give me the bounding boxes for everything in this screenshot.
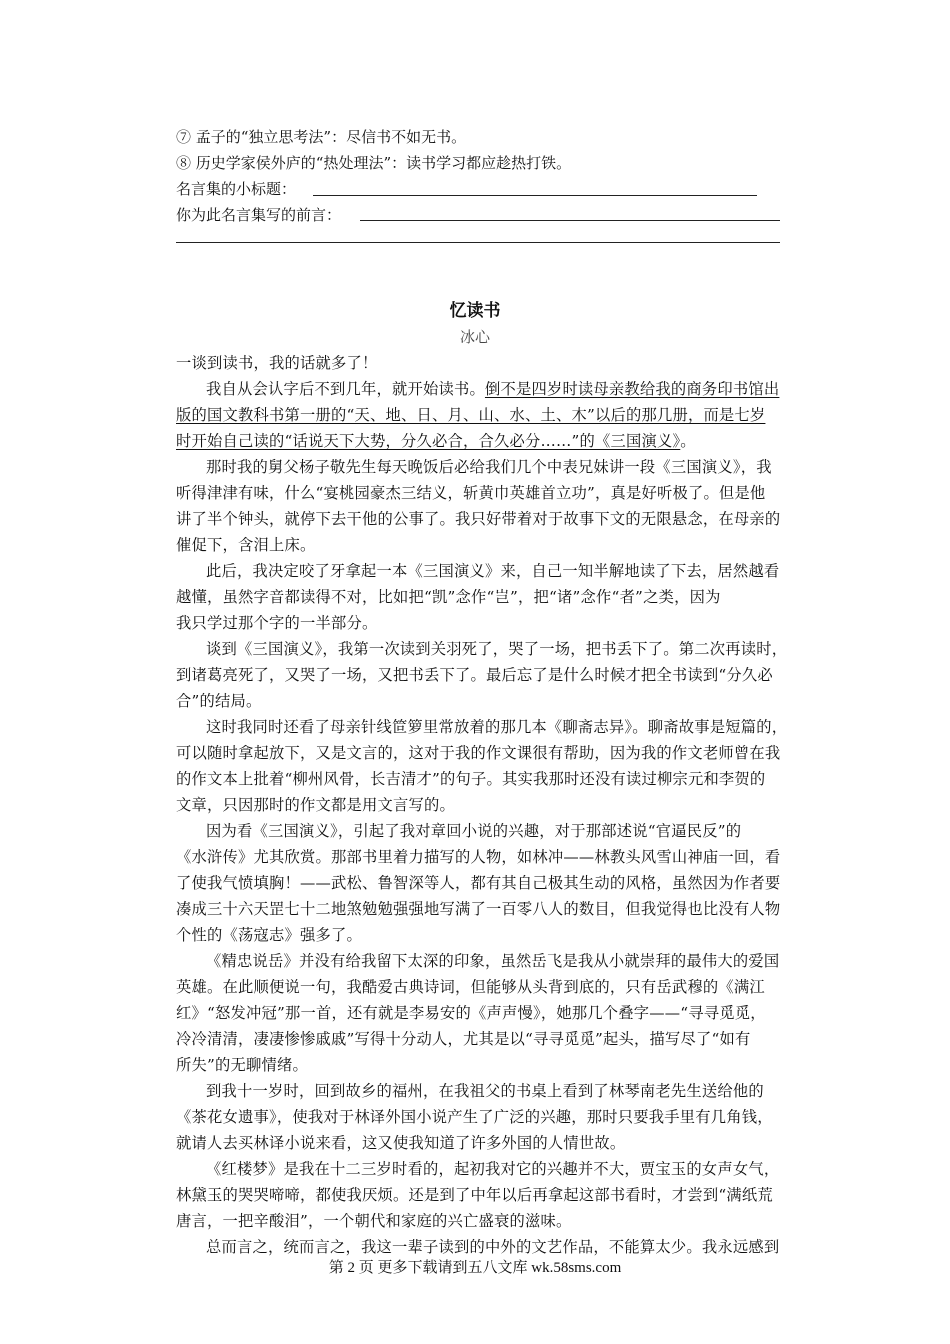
- preface-answer-line-2: [176, 242, 780, 243]
- text-line: 催促下，含泪上床。: [176, 536, 316, 554]
- page-footer: 第 2 页 更多下载请到五八文库 wk.58sms.com: [328, 1260, 622, 1276]
- preface-label: 你为此名言集写的前言：: [176, 206, 342, 224]
- text-line: 总而言之，统而言之，我这一辈子读到的中外的文艺作品，不能算太少。我永远感到: [206, 1238, 780, 1256]
- text-line: 到诸葛亮死了，又哭了一场，又把书丢下了。最后忘了是什么时候才把全书读到“分久必: [176, 666, 773, 684]
- text-line: 那时我的舅父杨子敬先生每天晚饭后必给我们几个中表兄妹讲一段《三国演义》，我: [206, 458, 772, 476]
- text-line: 合”的结局。: [176, 692, 262, 710]
- text-line: 一谈到读书，我的话就多了！: [176, 354, 378, 372]
- text-line: 红》“怒发冲冠”那一首，还有就是李易安的《声声慢》，她那几个叠字——“寻寻觅觅，: [176, 1004, 766, 1022]
- text-line: 个性的《荡寇志》强多了。: [176, 926, 362, 944]
- text-line: 讲了半个钟头，就停下去干他的公事了。我只好带着对于故事下文的无限悬念，在母亲的: [176, 510, 781, 528]
- text-line: 文章，只因那时的作文都是用文言写的。: [176, 796, 455, 814]
- preface-answer-line-1: [360, 220, 780, 221]
- text-line: 谈到《三国演义》，我第一次读到关羽死了，哭了一场，把书丢下了。第二次再读时，: [206, 640, 788, 658]
- subtitle-label: 名言集的小标题：: [176, 180, 297, 198]
- text-line: 凑成三十六天罡七十二地煞勉勉强强地写满了一百零八人的数目，但我觉得也比没有人物: [176, 900, 781, 918]
- subtitle-answer-line: [313, 195, 757, 196]
- article-title: 忆读书: [449, 301, 501, 321]
- underlined-text-line: 版的国文教科书第一册的“天、地、日、月、山、水、土、木”以后的那几册，而是七岁: [176, 406, 766, 424]
- text-line: 听得津津有味，什么“宴桃园豪杰三结义，斩黄巾英雄首立功”，真是好听极了。但是他: [176, 484, 766, 502]
- text-line: 越懂，虽然字音都读得不对，比如把“凯”念作“岂”，把“诸”念作“者”之类，因为: [176, 588, 721, 606]
- text-line: 因为看《三国演义》，引起了我对章回小说的兴趣，对于那部述说“官逼民反”的: [206, 822, 742, 840]
- text-line: 《茶花女遗事》，使我对于林译外国小说产生了广泛的兴趣，那时只要我手里有几角钱，: [176, 1108, 773, 1126]
- text-line: [206, 376, 779, 402]
- article-author: 冰心: [459, 328, 490, 346]
- underlined-text: 时开始自己读的“话说天下大势，分久必合，合久必分……”的《三国演义》: [176, 432, 681, 450]
- text-line: 《水浒传》尤其欣赏。那部书里着力描写的人物，如林冲——林教头风雪山神庙一回，看: [176, 848, 781, 866]
- period: 。: [680, 432, 696, 450]
- text-line: 这时我同时还看了母亲针线笸箩里常放着的那几本《聊斋志异》。聊斋故事是短篇的，: [206, 718, 788, 736]
- text-line: [176, 428, 696, 454]
- text-line: 《精忠说岳》并没有给我留下太深的印象，虽然岳飞是我从小就崇拜的最伟大的爱国: [206, 952, 780, 970]
- text-line: 唐言，一把辛酸泪”，一个朝代和家庭的兴亡盛衰的滋味。: [176, 1212, 572, 1230]
- text-line: 《红楼梦》是我在十二三岁时看的，起初我对它的兴趣并不大，贾宝玉的女声女气，: [206, 1160, 780, 1178]
- text-line: 了使我气愤填胸！——武松、鲁智深等人，都有其自己极其生动的风格，虽然因为作者要: [176, 874, 781, 892]
- text-line: 所失”的无聊情绪。: [176, 1056, 308, 1074]
- quote-item-7: ⑦ 孟子的“独立思考法”：尽信书不如无书。: [176, 128, 467, 146]
- text-line: 英雄。在此顺便说一句，我酷爱古典诗词，但能够从头背到底的，只有岳武穆的《满江: [176, 978, 765, 996]
- quote-item-8: ⑧ 历史学家侯外庐的“热处理法”：读书学习都应趁热打铁。: [176, 154, 572, 172]
- text-line: 就请人去买林译小说来看，这又使我知道了许多外国的人情世故。: [176, 1134, 626, 1152]
- text-line: 冷冷清清，凄凄惨惨戚戚”写得十分动人，尤其是以“寻寻觅觅”起头，描写尽了“如有: [176, 1030, 751, 1048]
- text-line: 到我十一岁时，回到故乡的福州，在我祖父的书桌上看到了林琴南老先生送给他的: [206, 1082, 764, 1100]
- text-line: 的作文本上批着“柳州风骨，长吉清才”的句子。其实我那时还没有读过柳宗元和李贺的: [176, 770, 766, 788]
- text-segment: 我自从会认字后不到几年，就开始读书。: [206, 380, 485, 398]
- text-line: 可以随时拿起放下，又是文言的，这对于我的作文课很有帮助，因为我的作文老师曾在我: [176, 744, 781, 762]
- underlined-text: 倒不是四岁时读母亲教给我的商务印书馆出: [484, 380, 780, 398]
- text-line: 此后，我决定咬了牙拿起一本《三国演义》来，自己一知半解地读了下去，居然越看: [206, 562, 780, 580]
- text-line: 我只学过那个字的一半部分。: [176, 614, 378, 632]
- text-line: 林黛玉的哭哭啼啼，都使我厌烦。还是到了中年以后再拿起这部书看时，才尝到“满纸荒: [176, 1186, 773, 1204]
